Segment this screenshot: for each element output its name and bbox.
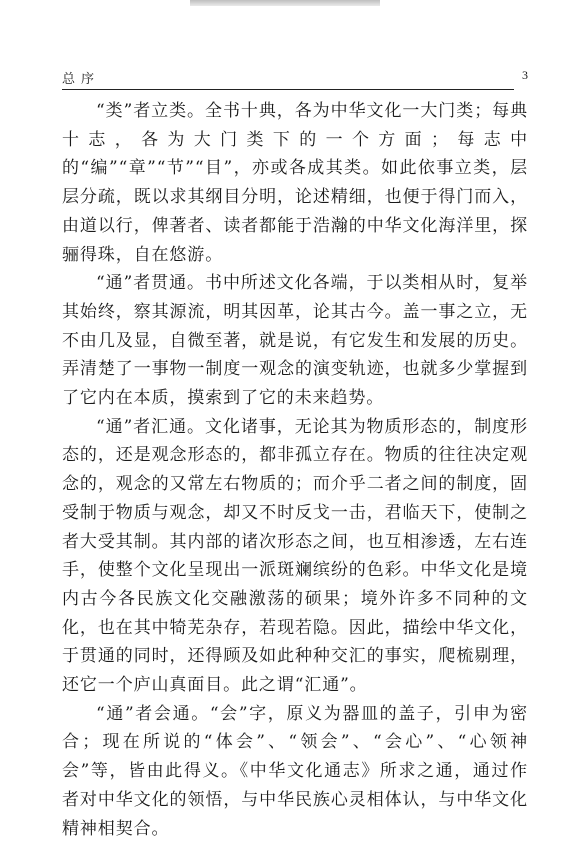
paragraph-guantong: “通”者贯通。书中所述文化各端，于以类相从时，复举其始终，察其源流，明其因革，论其古今。盖一事之立，无不由几及显，自微至著，就是说，有它发生和发展的历史。弄清楚了一事物一制度一观念的演变轨迹，也就多少掌握到了它内在本质，摸索到了它的未来趋势。 [62,273,528,409]
paragraph-lei: “类”者立类。全书十典，各为中华文化一大门类；每典十志，各为大门类下的一个方面；每志中的“编”“章”“节”“目”，亦或各成其类。如此依事立类，层层分疏，既以求其纲目分明，论述精细，也便于得门而入，由道以行，俾著者、读者都能于浩瀚的中华文化海洋里，探骊得珠，自在悠游。 [62,101,528,265]
body-text [62,97,528,843]
paragraph-huitong-hui: “通”者会通。“会”字，原义为器皿的盖子，引申为密合；现在所说的“体会”、“领会”、“会心”、“心领神会”等，皆由此得义。《中华文化通志》所求之通，通过作者对中华文化的领悟，与中华民族心灵相体认，与中华文化精神相契合。 [62,703,528,839]
page-number: 3 [522,68,528,82]
paragraph-huitong: “通”者汇通。文化诸事，无论其为物质形态的，制度形态的，还是观念形态的，都非孤立存在。物质的往往决定观念的，观念的又常左右物质的；而介乎二者之间的制度，固受制于物质与观念，却又不时反戈一击，君临天下，使制之者大受其制。其内部的诸次形态之间，也互相渗透，左右连手，使整个文化呈现出一派斑斓缤纷的色彩。中华文化是境内古今各民族文化交融激荡的硕果；境外许多不同种的文化，也在其中犄芜杂存，若现若隐。因此，描绘中华文化，于贯通的同时，还得顾及如此种种交汇的事实，爬梳剔理，还它一个庐山真面目。此之谓“汇通”。 [62,416,528,696]
running-head-title: 总序 [62,72,101,87]
top-scan-artifact [190,0,380,6]
header-rule [62,89,514,90]
running-head [62,68,528,90]
